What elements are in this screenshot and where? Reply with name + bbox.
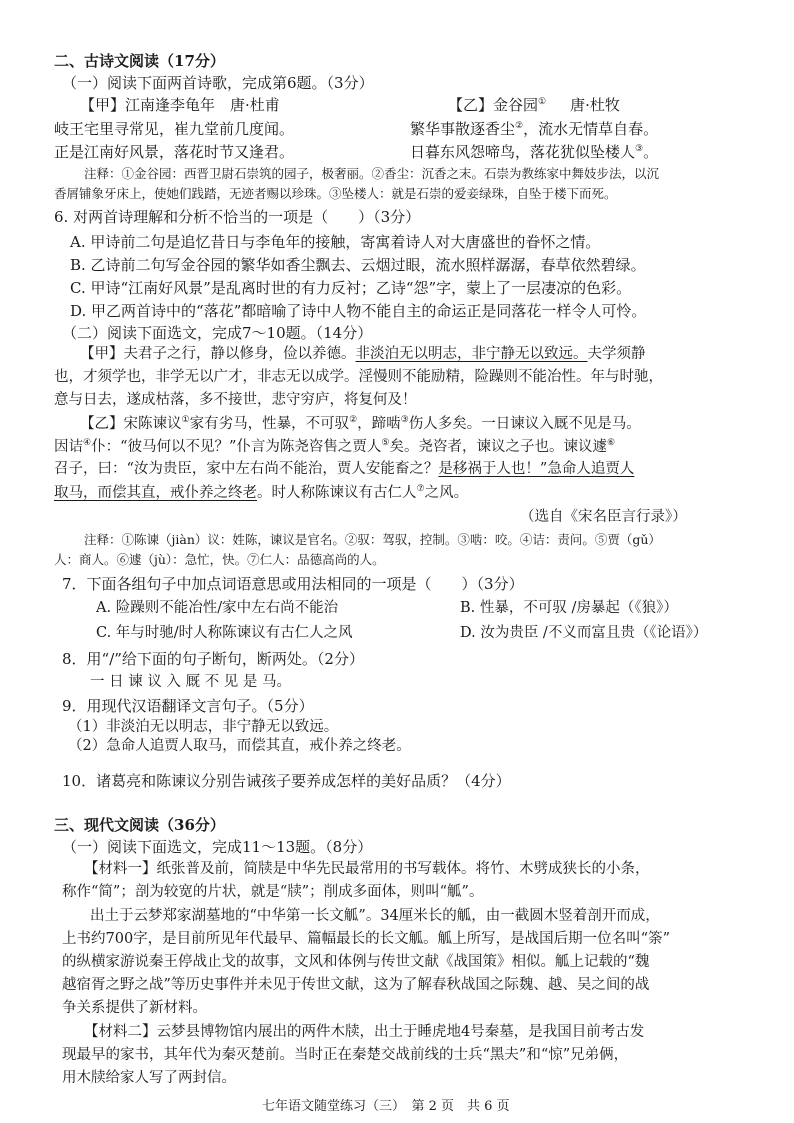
- text-notes-line2: 人：商人。⑥遽（jù）：急忙，快。⑦仁人：品德高尚的人。: [54, 552, 385, 567]
- yi-text-line4: 取马，而偿其直，戒仆养之终老。时人称陈谏议有古仁人⑦之风。: [54, 484, 469, 501]
- material1-line2: 称作“简”；剖为较宽的片状，就是“牍”；削成多面体，则叫“觚”。: [62, 884, 484, 900]
- section3-heading: 三、现代文阅读（36分）: [54, 816, 225, 834]
- jia-text-line2: 也，才须学也，非学无以广才，非志无以成学。淫慢则不能励精，险躁则不能冶性。年与时驰，: [54, 369, 663, 385]
- q9-item-1: （1）非淡泊无以明志，非宁静无以致远。: [68, 719, 339, 735]
- q9-item-2: （2）急命人追贾人取马，而偿其直，戒仆养之终老。: [68, 738, 411, 754]
- jia-text-line1: 【甲】夫君子之行，静以修身，俭以养德。非淡泊无以明志，非宁静无以致远。夫学须静: [80, 346, 646, 362]
- section3-part1-intro: （一）阅读下面选文，完成11～13题。（8分）: [62, 838, 373, 856]
- q7-option-a: A. 险躁则不能冶性/家中左右尚不能治: [96, 600, 339, 616]
- yi-text-line3: 召子，曰：“汝为贵臣，家中左右尚不能治，贾人安能畜之？是移祸于人也！”急命人追贾人: [54, 461, 635, 477]
- material1-line7: 争关系提供了新材料。: [62, 1000, 207, 1016]
- section2-heading: 二、古诗文阅读（17分）: [54, 52, 225, 70]
- poem-notes-line2: 香屑铺象牙床上，使她们践踏，无迹者赐以珍珠。③坠楼人：就是石崇的爱妾绿珠，自坠于楼下而死。: [54, 186, 617, 201]
- question-6: 6. 对两首诗理解和分析不恰当的一项是（ ）（3分）: [54, 208, 421, 226]
- yi-text-line1: 【乙】宋陈谏议①家有劣马，性暴，不可驭②，蹄啮③伤人多矣。一日谏议入厩不见是马。: [80, 415, 641, 432]
- text-source: （选自《宋名臣言行录》）: [520, 509, 687, 525]
- material1-line3: 出土于云梦郑家湖墓地的“中华第一长文觚”。34厘米长的觚，由一截圆木竖着剖开而成，: [90, 908, 660, 924]
- jia-text-line3: 意与日去，遂成枯落，多不接世，悲守穷庐，将复何及！: [54, 392, 417, 408]
- poem-yi-title: 【乙】金谷园① 唐·杜牧: [448, 96, 620, 114]
- poem-yi-line2: 日暮东风怨啼鸟，落花犹似坠楼人③。: [410, 143, 659, 161]
- q8-sentence: 一 日 谏 议 入 厩 不 见 是 马。: [90, 674, 291, 690]
- question-9: 9．用现代汉语翻译文言句子。（5分）: [62, 697, 314, 715]
- material2-line1: 【材料二】云梦县博物馆内展出的两件木牍，出土于睡虎地4号秦墓，是我国目前考古发: [84, 1024, 645, 1040]
- poem-jia-line1: 岐王宅里寻常见，崔九堂前几度闻。: [54, 120, 295, 138]
- material1-line4: 上书约700字，是目前所见年代最早、篇幅最长的长文觚。觚上所写，是战国后期一位名叫“筡”: [62, 931, 670, 947]
- poem-jia-line2: 正是江南好风景，落花时节又逢君。: [54, 143, 295, 161]
- q7-option-c: C. 年与时驰/时人称陈谏议有古仁人之风: [96, 625, 353, 641]
- q6-option-a: A. 甲诗前二句是追忆昔日与李龟年的接触，寄寓着诗人对大唐盛世的眷怀之情。: [70, 233, 601, 251]
- poem-jia-title: 【甲】江南逢李龟年 唐·杜甫: [80, 96, 280, 114]
- q7-option-d: D. 汝为贵臣 /不义而富且贵（《论语》）: [460, 625, 708, 641]
- poem-notes-line1: 注释：①金谷园：西晋卫尉石崇筑的园子，极奢丽。②香尘：沉香之末。石崇为教练家中舞妓步法，以沉: [84, 166, 660, 181]
- question-10: 10．诸葛亮和陈谏议分别告诫孩子要养成怎样的美好品质？（4分）: [62, 772, 511, 790]
- material1-line6: 越宿胥之野之战”等历史事件并未见于传世文献，这为了解春秋战国之际魏、越、吴之间的战: [62, 977, 650, 993]
- material1-line5: 的纵横家游说秦王停战止戈的故事，文风和体例与传世文献《战国策》相似。觚上记载的“魏: [62, 954, 650, 970]
- material2-line2: 现最早的家书，其年代为秦灭楚前。当时正在秦楚交战前线的士兵“黑夫”和“惊”兄弟俩，: [62, 1047, 629, 1063]
- q6-option-b: B. 乙诗前二句写金谷园的繁华如香尘飘去、云烟过眼，流水照样潺潺，春草依然碧绿。: [70, 256, 646, 274]
- material2-line3: 用木牍给家人写了两封信。: [62, 1070, 236, 1086]
- question-8: 8．用“/”给下面的句子断句，断两处。（2分）: [62, 650, 364, 668]
- material1-line1: 【材料一】纸张普及前，简牍是中华先民最常用的书写载体。将竹、木劈成狭长的小条，: [84, 861, 650, 877]
- text-notes-line1: 注释：①陈谏（jiàn）议：姓陈，谏议是官名。②驭：驾驭，控制。③啮：咬。④诘：责问。⑤贾（gǔ）: [84, 532, 661, 547]
- q6-option-c: C. 甲诗“江南好风景”是乱离时世的有力反衬；乙诗“怨”字，蒙上了一层凄凉的色彩。: [70, 279, 632, 297]
- q7-option-b: B. 性暴，不可驭 /房暴起（《狼》）: [460, 600, 678, 616]
- question-7: 7．下面各组句子中加点词语意思或用法相同的一项是（ ）（3分）: [62, 575, 524, 593]
- part2-intro: （二）阅读下面选文，完成7～10题。（14分）: [62, 324, 373, 342]
- yi-text-line2: 因诘④仆：“彼马何以不见？”仆言为陈尧咨售之贾人⑤矣。尧咨者，谏议之子也。谏议遽⑥: [54, 438, 616, 455]
- part1-intro: （一）阅读下面两首诗歌，完成第6题。（3分）: [62, 74, 374, 92]
- q6-option-d: D. 甲乙两首诗中的“落花”都暗喻了诗中人物不能自主的命运正是同落花一样令人可怜。: [70, 302, 647, 320]
- page-footer: 七年语文随堂练习（三） 第 2 页 共 6 页: [262, 1099, 510, 1114]
- poem-yi-line1: 繁华事散逐香尘②，流水无情草自春。: [410, 120, 659, 138]
